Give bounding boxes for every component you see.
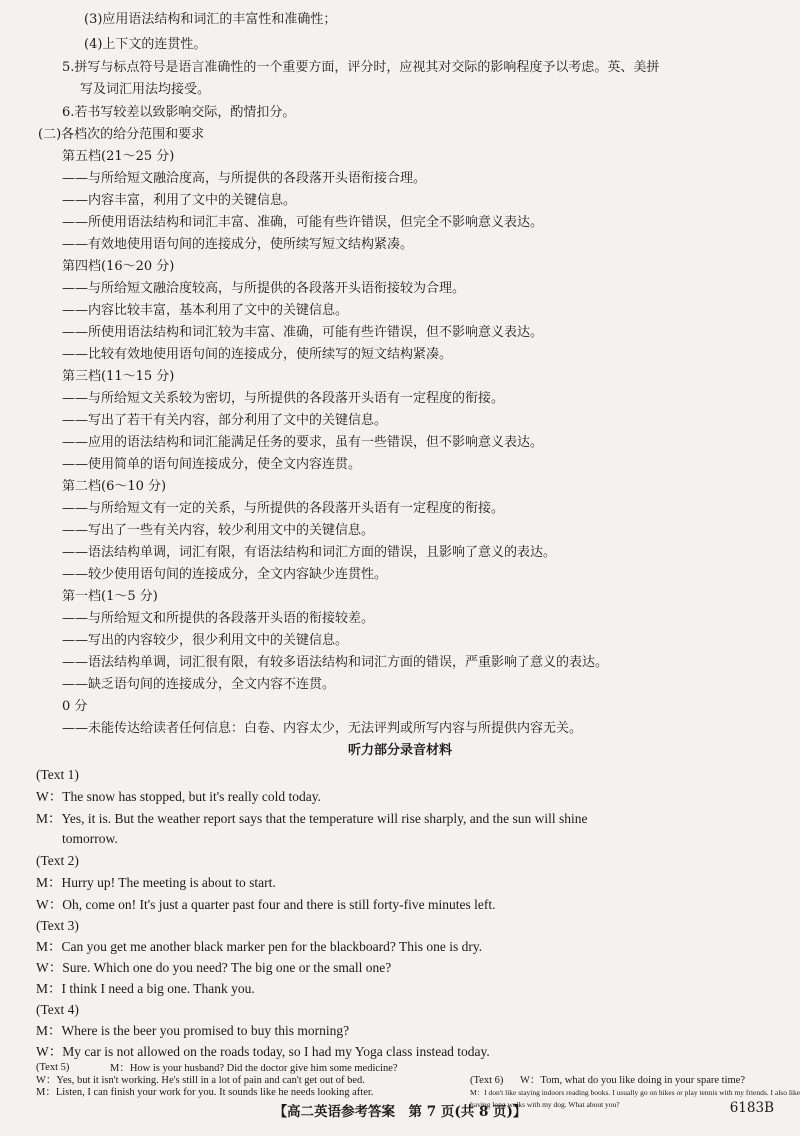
tier-3-item: ——与所给短文关系较为密切，与所提供的各段落开头语有一定程度的衔接。 [62,391,505,406]
section-title-tiers: (二)各档次的给分范围和要求 [38,127,205,142]
dialogue-text: Can you get me another black marker pen for the blackboard? This one is dry. [61,939,483,954]
dialogue-line [36,979,255,998]
dialogue-continuation: having long walks with my dog. What about you? [470,1100,620,1109]
speaker-label: M： [36,1087,56,1098]
text-label: (Text 4) [36,1002,79,1017]
tier-2-item: ——语法结构单调，词汇有限，有语法结构和词汇方面的错误，且影响了意义的表达。 [62,545,557,560]
speaker-label: W： [36,897,63,912]
tier-0-title: 0 分 [62,699,88,714]
speaker-label: W： [36,1044,63,1059]
scoring-rule-5-line1: 5.拼写与标点符号是语言准确性的一个重要方面，评分时，应视其对交际的影响程度予以考虑。英、美拼 [62,60,660,75]
text-label: (Text 5) [36,1062,70,1073]
tier-3-item: ——应用的语法结构和词汇能满足任务的要求，虽有一些错误，但不影响意义表达。 [62,435,544,450]
dialogue-line [36,958,391,977]
tier-5-item: ——有效地使用语句间的连接成分，使所续写短文结构紧凑。 [62,237,414,252]
speaker-label: M： [36,939,62,954]
criteria-item-4: (4)上下文的连贯性。 [84,37,207,52]
dialogue-text: The snow has stopped, but it's really cold today. [62,789,322,804]
footer-paper-code: 6183B [729,1100,774,1116]
dialogue-text: Tom, what do you like doing in your spare time? [540,1075,745,1086]
speaker-label: M： [470,1088,485,1097]
tier-1-item: ——与所给短文和所提供的各段落开头语的衔接较差。 [62,611,375,626]
tier-1-item: ——缺乏语句间的连接成分，全文内容不连贯。 [62,677,336,692]
speaker-label: M： [36,981,62,996]
tier-4-item: ——与所给短文融洽度较高，与所提供的各段落开头语衔接较为合理。 [62,281,466,296]
dialogue-line [36,895,495,914]
speaker-label: M： [36,1023,62,1038]
dialogue-line [36,1021,349,1040]
tier-1-title: 第一档(1～5 分) [62,589,158,604]
speaker-label: W： [520,1075,541,1086]
speaker-label: M： [110,1063,130,1074]
tier-2-item: ——较少使用语句间的连接成分，全文内容缺少连贯性。 [62,567,388,582]
speaker-label: M： [36,811,62,826]
tier-3-title: 第三档(11～15 分) [62,369,175,384]
dialogue-text: Oh, come on! It's just a quarter past four and there is still forty-five minutes left. [62,897,496,912]
dialogue-text: I think I need a big one. Thank you. [61,981,255,996]
tier-4-item: ——所使用语法结构和词汇较为丰富、准确，可能有些许错误，但不影响意义表达。 [62,325,544,340]
speaker-label: W： [36,1075,57,1086]
scoring-rule-5-line2: 写及词汇用法均接受。 [80,82,211,97]
text-label: (Text 2) [36,853,79,868]
tier-1-item: ——写出的内容较少，很少利用文中的关键信息。 [62,633,349,648]
criteria-item-3: (3)应用语法结构和词汇的丰富性和准确性； [84,12,337,27]
tier-5-item: ——所使用语法结构和词汇丰富、准确，可能有些许错误，但完全不影响意义表达。 [62,215,544,230]
text-label: (Text 3) [36,918,79,933]
scoring-rule-6: 6.若书写较差以致影响交际，酌情扣分。 [62,105,296,120]
tier-4-item: ——比较有效地使用语句间的连接成分，使所续写的短文结构紧凑。 [62,347,453,362]
dialogue-text: My car is not allowed on the roads today, so I had my Yoga class instead today. [62,1044,490,1059]
dialogue-text: Sure. Which one do you need? The big one or the small one? [62,960,392,975]
tier-5-item: ——与所给短文融洽度高，与所提供的各段落开头语衔接合理。 [62,171,427,186]
tier-4-item: ——内容比较丰富，基本利用了文中的关键信息。 [62,303,349,318]
tier-2-item: ——与所给短文有一定的关系，与所提供的各段落开头语有一定程度的衔接。 [62,501,505,516]
dialogue-line [36,809,588,828]
speaker-label: W： [36,960,63,975]
listening-section-title: 听力部分录音材料 [347,743,452,758]
tier-3-item: ——写出了若干有关内容，部分利用了文中的关键信息。 [62,413,388,428]
speaker-label: M： [36,875,62,890]
tier-1-item: ——语法结构单调，词汇很有限，有较多语法结构和词汇方面的错误，严重影响了意义的表达。 [62,655,609,670]
dialogue-text: Where is the beer you promised to buy this morning? [61,1023,350,1038]
footer-page-info: 【高二英语参考答案 第 7 页(共 8 页)】 [273,1104,527,1120]
tier-5-title: 第五档(21～25 分) [62,149,175,164]
dialogue-text: How is your husband? Did the doctor give him some medicine? [129,1063,398,1074]
dialogue-text: I don't like staying indoors reading books. I usually go on hikes or play tennis with my friends. I also like [484,1088,800,1097]
dialogue-continuation: tomorrow. [62,831,118,846]
dialogue-text: Yes, but it isn't working. He's still in a lot of pain and can't get out of bed. [56,1075,365,1086]
dialogue-line [36,787,321,806]
dialogue-line [36,1086,373,1099]
dialogue-text: Listen, I can finish your work for you. It sounds like he needs looking after. [55,1087,374,1098]
text-label: (Text 6) [470,1075,504,1086]
dialogue-line [36,937,482,956]
text-label: (Text 1) [36,767,79,782]
tier-0-item: ——未能传达给读者任何信息：白卷、内容太少，无法评判或所写内容与所提供内容无关。 [62,721,583,736]
tier-5-item: ——内容丰富，利用了文中的关键信息。 [62,193,297,208]
dialogue-text: Yes, it is. But the weather report says that the temperature will rise sharply, and the sun will shine [61,811,588,826]
tier-4-title: 第四档(16～20 分) [62,259,175,274]
tier-2-title: 第二档(6～10 分) [62,479,167,494]
tier-3-item: ——使用简单的语句间连接成分，使全文内容连贯。 [62,457,362,472]
speaker-label: W： [36,789,63,804]
dialogue-line [36,1042,490,1061]
dialogue-line [36,873,276,892]
tier-2-item: ——写出了一些有关内容，较少利用文中的关键信息。 [62,523,375,538]
dialogue-text: Hurry up! The meeting is about to start. [61,875,276,890]
